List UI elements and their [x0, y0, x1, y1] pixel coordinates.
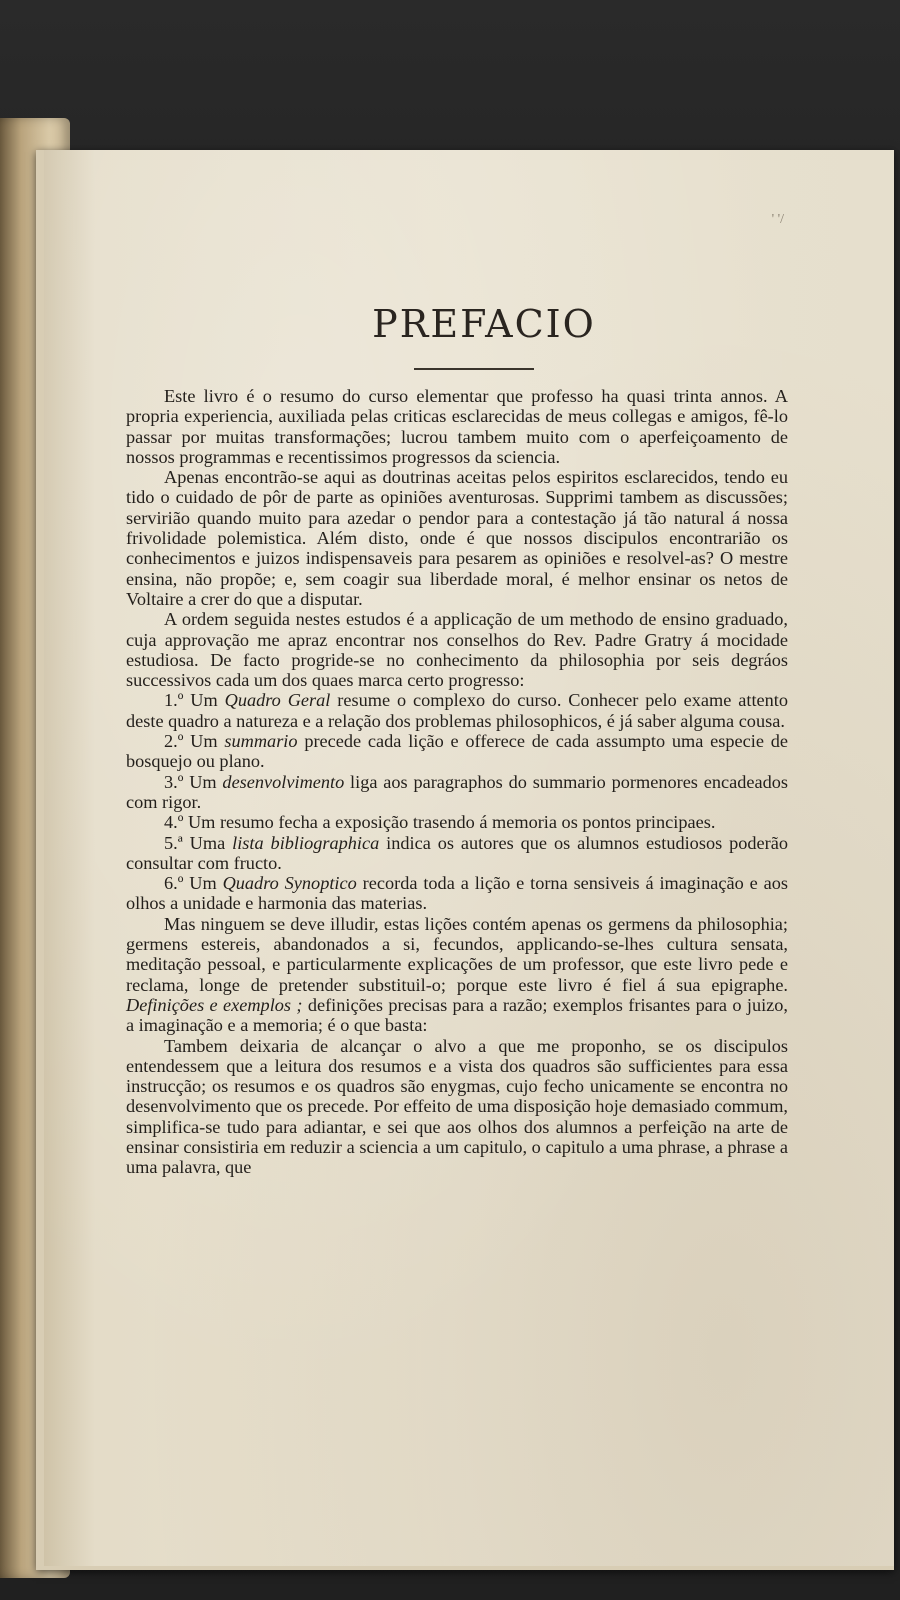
list-item-6: 6.º Um Quadro Synoptico recorda toda a lição e torna sensiveis á imaginação e aos olhos a unidade e harmonia das materias.	[126, 873, 788, 914]
page-corner-marks: ' '/	[771, 212, 784, 227]
list-item-2: 2.º Um summario precede cada lição e offerece de cada assumpto uma especie de bosquejo ou plano.	[126, 731, 788, 772]
paragraph-1: Este livro é o resumo do curso elementar que professo ha quasi trinta annos. A propria experiencia, auxiliada pelas criticas esclarecidas de meus collegas e amigos, fê-lo passar por muitas transformações; lucrou tambem muito com o aperfeiçoamento de nossos programmas e recentissimos progressos da sciencia.	[126, 386, 788, 467]
list-item-5: 5.ª Uma lista bibliographica indica os autores que os alumnos estudiosos poderão consultar com fructo.	[126, 832, 788, 873]
book-page	[44, 150, 894, 1566]
list-item-3: 3.º Um desenvolvimento liga aos paragraphos do summario pormenores encadeados com rigor.	[126, 771, 788, 812]
preface-text	[126, 386, 788, 1178]
page-title: PREFACIO	[372, 302, 596, 346]
title-rule	[414, 368, 534, 370]
list-item-4: 4.º Um resumo fecha a exposição trasendo á memoria os pontos principaes.	[164, 812, 716, 833]
list-item-1: 1.º Um Quadro Geral resume o complexo do curso. Conhecer pelo exame attento deste quadro a natureza e a relação dos problemas philosophicos, é já saber alguma cousa.	[126, 690, 788, 731]
page-content	[126, 150, 842, 1566]
paragraph-4: Mas ninguem se deve illudir, estas lições contém apenas os germens da philosophia; germens estereis, abandonados a si, fecundos, applicando-se-lhes cultura sensata, meditação pessoal, e particularmente explicações de um professor, que este livro pede e reclama, longe de pretender substituil-o; porque este livro é fiel á sua epigraphe. Definições e exemplos ; definições precisas para a razão; exemplos frisantes para o juizo, a imaginação e a memoria; é o que basta:	[126, 913, 788, 1036]
paragraph-2: Apenas encontrão-se aqui as doutrinas aceitas pelos espiritos esclarecidos, tendo eu tido o cuidado de pôr de parte as opiniões aventurosas. Supprimi tambem as discussões; servirião quando muito para azedar o pendor para a contestação já tão natural á nossa frivolidade polemistica. Além disto, onde é que nossos discipulos encontrarião os conhecimentos e juizos indispensaveis para pesarem as opiniões e resolvel-as? O mestre ensina, não propõe; e, sem coagir sua liberdade moral, é melhor ensinar os netos de Voltaire a crer do que a disputar.	[126, 467, 788, 609]
paragraph-3: A ordem seguida nestes estudos é a applicação de um methodo de ensino graduado, cuja approvação me apraz encontrar nos conselhos do Rev. Padre Gratry á mocidade estudiosa. De facto progride-se no conhecimento da philosophia por seis degráos successivos cada um dos quaes marca certo progresso:	[126, 609, 788, 691]
paragraph-5: Tambem deixaria de alcançar o alvo a que me proponho, se os discipulos entendessem que a leitura dos resumos e a vista dos quadros são sufficientes para essa instrucção; os resumos e os quadros são enygmas, cujo fecho unicamente se encontra no desenvolvimento que os precede. Por effeito de uma disposição hoje demasiado commum, simplifica-se tudo para adiantar, e sei que aos olhos dos alumnos a perfeição na arte de ensinar consistiria em reduzir a sciencia a um capitulo, o capitulo a uma phrase, a phrase a uma palavra, que	[126, 1035, 788, 1178]
